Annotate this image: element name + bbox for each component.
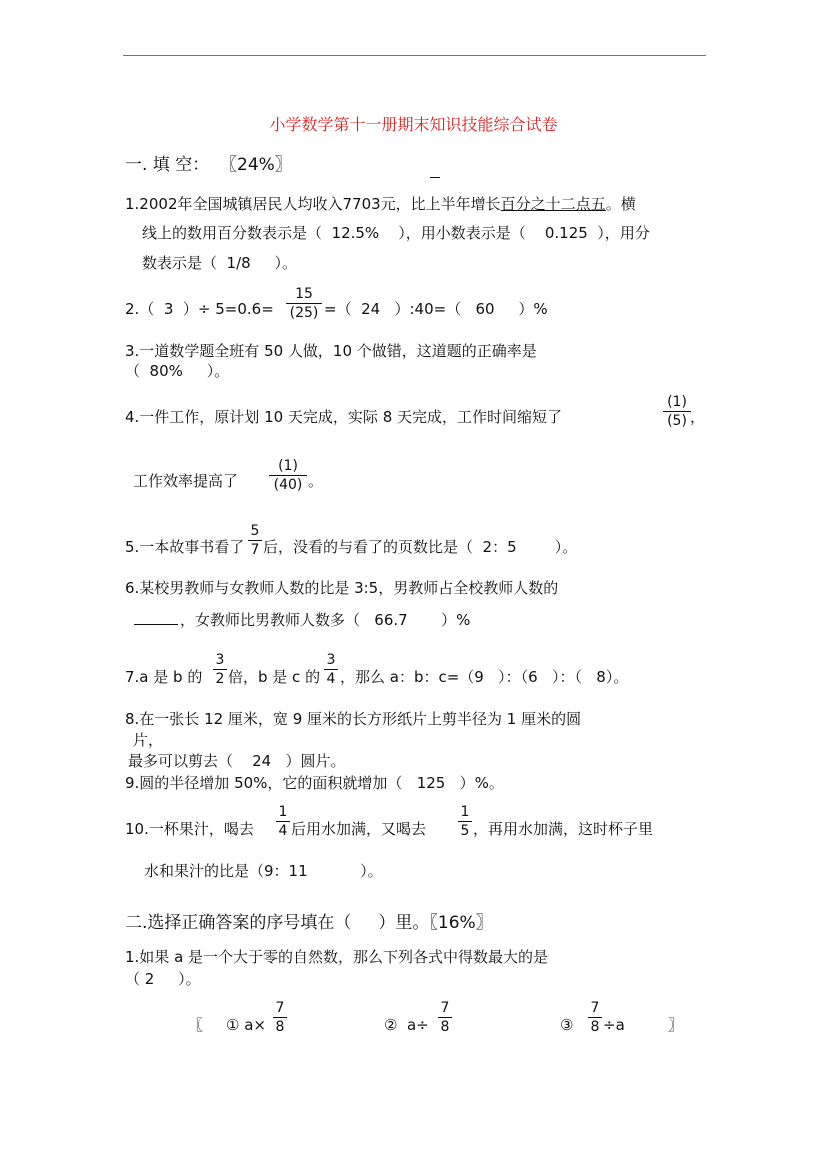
q4-line2: 工作效率提高了	[133, 472, 239, 490]
q7-fraction1	[213, 652, 227, 687]
s2q1-option3: ③	[560, 1016, 574, 1034]
q7-post: ，那么 a：b：c=（9 ）：（6 ）：（ 8）。	[340, 668, 629, 686]
q7-fraction2	[324, 652, 338, 687]
q3-line1: 3.一道数学题全班有 50 人做，10 个做错，这道题的正确率是	[125, 342, 537, 360]
q7-pre: 7.a 是 b 的	[125, 668, 203, 686]
q7-n1: 3	[215, 652, 225, 668]
q10-mid: 后用水加满，又喝去	[291, 820, 427, 838]
q9-line1: 9.圆的半径增加 50%，它的面积就增加（ 125 ）%。	[125, 774, 504, 792]
q10-post: ，再用水加满，这时杯子里	[473, 820, 654, 838]
q7-mid: 倍，b 是 c 的	[228, 668, 321, 686]
q7-d2: 4	[326, 671, 336, 687]
q2-den: (25)	[289, 305, 319, 321]
page-title: 小学数学第十一册期末知识技能综合试卷	[269, 115, 558, 134]
q8-line1: 8.在一张长 12 厘米，宽 9 厘米的长方形纸片上剪半径为 1 厘米的圆	[125, 710, 582, 728]
s2q1-line1: 1.如果 a 是一个大于零的自然数，那么下列各式中得数最大的是	[125, 948, 549, 966]
q5-pre: 5.一本故事书看了	[125, 538, 245, 556]
s2q1-opt3-num: 7	[590, 1000, 600, 1016]
s2q1-option3-fraction	[588, 1000, 602, 1035]
q6-line1: 6.某校男教师与女教师人数的比是 3:5，男教师占全校教师人数的	[125, 579, 559, 597]
q7-n2: 3	[326, 652, 336, 668]
q6-blank	[134, 623, 178, 625]
s2q1-opt3-den: 8	[590, 1019, 600, 1035]
q1-line1	[125, 195, 636, 213]
q10-d1: 4	[278, 823, 288, 839]
q4-fraction1	[663, 394, 691, 429]
q4-frac2-num: (1)	[278, 458, 298, 474]
q2-num: 15	[295, 286, 313, 302]
q1-line3: 数表示是（ 1/8 ）。	[142, 254, 298, 272]
q1-text: 1.2002年全国城镇居民人均收入7703元，比上半年增长	[125, 195, 501, 213]
q7-d1: 2	[215, 671, 225, 687]
s2q1-option2-fraction	[438, 1000, 452, 1035]
q4-fraction2	[269, 458, 307, 493]
s2q1-option1: ① a×	[226, 1016, 266, 1034]
section1-heading: 一. 填 空： 〖24%〗	[125, 155, 292, 175]
s2q1-opt2-den: 8	[440, 1019, 450, 1035]
q4-frac2-den: (40)	[273, 477, 303, 493]
s2q1-option1-fraction	[273, 1000, 287, 1035]
q6-line2-text: ，女教师比男教师人数多（ 66.7 ）%	[180, 611, 471, 629]
q10-fraction2	[458, 804, 472, 839]
q8-line3: 最多可以剪去（ 24 ）圆片。	[128, 752, 346, 770]
s2q1-open-bracket: 〖	[188, 1016, 204, 1034]
q4-comma: ，	[690, 408, 706, 426]
q10-fraction1	[276, 804, 290, 839]
q2-fraction	[286, 286, 322, 321]
section2-heading: 二.选择正确答案的序号填在（ ）里。〖16%〗	[125, 913, 493, 933]
q5-num: 5	[250, 523, 260, 539]
q4-frac1-num: (1)	[667, 394, 687, 410]
q6-line2	[134, 611, 470, 629]
q10-n2: 1	[460, 804, 470, 820]
q5-fraction	[248, 523, 262, 558]
s2q1-line2: （ 2 ）。	[125, 970, 201, 988]
s2q1-option2: ② a÷	[384, 1016, 429, 1034]
underscore-mark	[430, 177, 440, 178]
q4-line1: 4.一件工作，原计划 10 天完成，实际 8 天完成，工作时间缩短了	[125, 408, 563, 426]
q1-line2: 线上的数用百分数表示是（ 12.5% ），用小数表示是（ 0.125 ），用分	[142, 224, 650, 242]
q2-post: =（ 24 ）:40=（ 60 ）%	[324, 300, 548, 318]
header-rule	[123, 55, 706, 56]
q8-line2: 片，	[133, 731, 164, 749]
q1-underlined: 百分之十二点五	[500, 195, 606, 213]
q5-post: 后，没看的与看了的页数比是（ 2：5 ）。	[263, 538, 578, 556]
s2q1-opt2-num: 7	[440, 1000, 450, 1016]
q1-text-end: 。横	[605, 195, 636, 213]
s2q1-opt1-num: 7	[275, 1000, 285, 1016]
q10-pre: 10.一杯果汁，喝去	[125, 820, 254, 838]
q4-end: 。	[308, 472, 324, 490]
q4-frac1-den: (5)	[667, 413, 687, 429]
q10-n1: 1	[278, 804, 288, 820]
q3-line2: （ 80% ）。	[125, 362, 230, 380]
s2q1-close-bracket: 〗	[668, 1016, 684, 1034]
s2q1-option3-suffix: ÷a	[603, 1016, 625, 1034]
q5-den: 7	[250, 542, 260, 558]
q2-pre: 2.（ 3 ）÷ 5=0.6=	[125, 300, 274, 318]
q10-d2: 5	[460, 823, 470, 839]
q10-line2: 水和果汁的比是（9：11 ）。	[144, 862, 383, 880]
s2q1-opt1-den: 8	[275, 1019, 285, 1035]
